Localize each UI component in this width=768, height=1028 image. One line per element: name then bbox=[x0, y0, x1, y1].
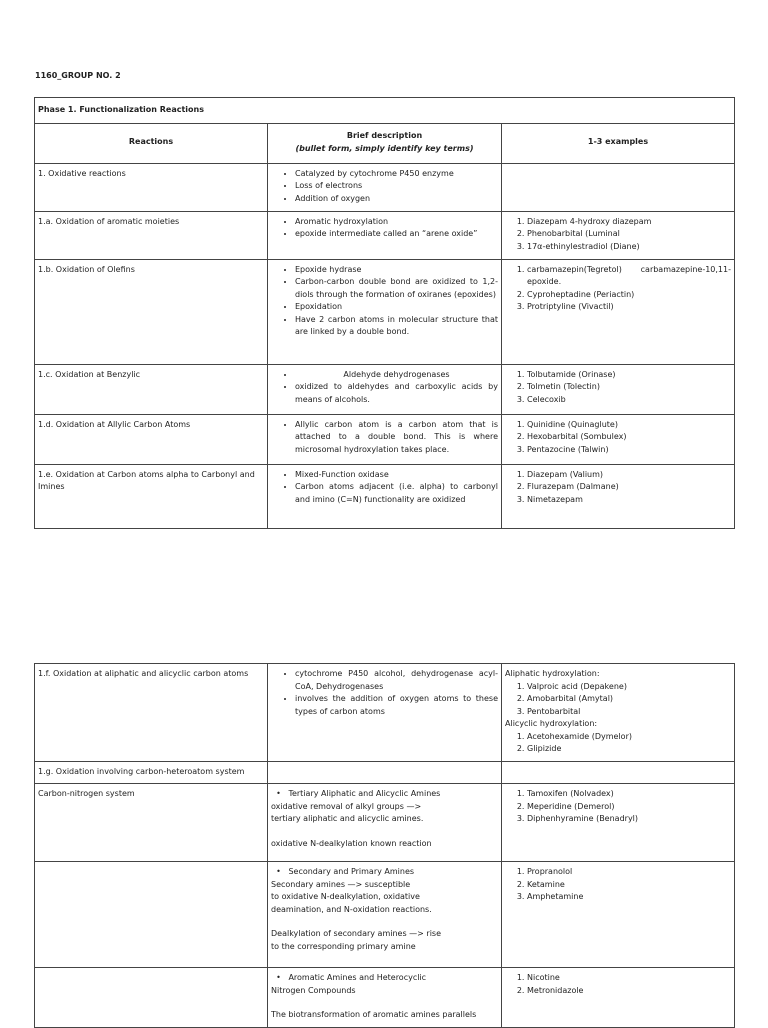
bullet-heading: • Secondary and Primary Amines bbox=[271, 867, 415, 876]
list-item: • Mixed-Function oxidase bbox=[295, 469, 498, 482]
list-item: 3. Amphetamine bbox=[527, 891, 731, 904]
reaction-cell bbox=[35, 968, 268, 1028]
examples-cell bbox=[502, 862, 735, 968]
list-item: 1. Nicotine bbox=[527, 972, 731, 985]
examples-cell bbox=[502, 664, 735, 762]
reaction-cell: 1.b. Oxidation of Olefins bbox=[35, 259, 268, 364]
aliphatic-label: Aliphatic hydroxylation: bbox=[505, 669, 600, 678]
text-line: oxidative removal of alkyl groups —> bbox=[271, 801, 422, 811]
list-item: 1. Quinidine (Quinaglute) bbox=[527, 419, 731, 432]
reaction-cell: 1.a. Oxidation of aromatic moieties bbox=[35, 211, 268, 259]
text-line: to the corresponding primary amine bbox=[271, 941, 416, 951]
list-item: • Epoxide hydrase bbox=[295, 264, 498, 277]
bullet-heading: • Tertiary Aliphatic and Alicyclic Amines bbox=[271, 789, 441, 798]
table-row bbox=[35, 163, 735, 211]
reaction-cell: 1.f. Oxidation at aliphatic and alicyclic carbon atoms bbox=[35, 664, 268, 762]
list-item: 2. Amobarbital (Amytal) bbox=[527, 693, 731, 706]
text-line: Dealkylation of secondary amines —> rise bbox=[271, 929, 442, 938]
table-row bbox=[35, 259, 735, 364]
list-item: 3. Pentobarbital bbox=[527, 706, 731, 719]
description-cell bbox=[268, 862, 502, 968]
list-item: 3. Pentazocine (Talwin) bbox=[527, 444, 731, 457]
header-brief-subtitle: (bullet form, simply identify key terms) bbox=[295, 143, 474, 153]
group-title: 1160_GROUP NO. 2 bbox=[35, 71, 121, 80]
table-row bbox=[35, 784, 735, 862]
table-row bbox=[35, 364, 735, 414]
text-line: to oxidative N-dealkylation, oxidative bbox=[271, 892, 420, 901]
text-line: The biotransformation of aromatic amines parallels bbox=[271, 1010, 477, 1019]
table-row bbox=[35, 968, 735, 1028]
phase-title: Phase 1. Functionalization Reactions bbox=[35, 98, 735, 124]
list-item: 2. Glipizide bbox=[527, 743, 731, 756]
header-examples bbox=[502, 123, 735, 163]
header-reactions bbox=[35, 123, 268, 163]
list-item: • Allylic carbon atom is a carbon atom that is attached to a double bond. This is where microsomal hydroxylation takes place. bbox=[295, 419, 498, 457]
table-row bbox=[35, 761, 735, 784]
bullet-heading-text: Tertiary Aliphatic and Alicyclic Amines bbox=[288, 789, 441, 798]
examples-cell bbox=[502, 364, 735, 414]
examples-cell bbox=[502, 784, 735, 862]
text-line: oxidative N-dealkylation known reaction bbox=[271, 838, 432, 848]
list-item: 3. 17α-ethinylestradiol (Diane) bbox=[527, 241, 731, 254]
description-cell bbox=[268, 664, 502, 762]
description-cell bbox=[268, 761, 502, 784]
reaction-cell: 1.g. Oxidation involving carbon-heteroatom system bbox=[35, 761, 268, 784]
list-item: • cytochrome P450 alcohol, dehydrogenase acyl-CoA, Dehydrogenases bbox=[295, 668, 498, 693]
list-item: 3. Protriptyline (Vivactil) bbox=[527, 301, 731, 314]
examples-cell bbox=[502, 211, 735, 259]
reaction-cell: 1. Oxidative reactions bbox=[35, 163, 268, 211]
bullet-heading-text: Secondary and Primary Amines bbox=[288, 867, 415, 876]
list-item: 3. Celecoxib bbox=[527, 394, 731, 407]
examples-cell bbox=[502, 761, 735, 784]
list-item: 2. Phenobarbital (Luminal bbox=[527, 228, 731, 241]
table-row bbox=[35, 464, 735, 528]
description-cell bbox=[268, 163, 502, 211]
reaction-cell: Carbon-nitrogen system bbox=[35, 784, 268, 862]
header-brief-title: Brief description bbox=[346, 131, 423, 140]
list-item: 3. Nimetazepam bbox=[527, 494, 731, 507]
list-item: 2. Metronidazole bbox=[527, 985, 731, 998]
header-brief bbox=[268, 123, 502, 163]
bullet-heading-text: Aromatic Amines and Heterocyclic bbox=[288, 973, 427, 982]
list-item: • Carbon atoms adjacent (i.e. alpha) to carbonyl and imino (C=N) functionality are oxidized bbox=[295, 481, 498, 506]
description-cell bbox=[268, 364, 502, 414]
examples-cell bbox=[502, 163, 735, 211]
header-reactions-label: Reactions bbox=[128, 137, 174, 147]
reaction-cell: 1.d. Oxidation at Allylic Carbon Atoms bbox=[35, 414, 268, 464]
list-item: • Loss of electrons bbox=[295, 180, 498, 193]
list-item: 3. Diphenhyramine (Benadryl) bbox=[527, 813, 731, 826]
description-cell bbox=[268, 968, 502, 1028]
table-row bbox=[35, 414, 735, 464]
list-item: 1. carbamazepin(Tegretol) carbamazepine-10,11-epoxide. bbox=[527, 264, 731, 289]
description-cell bbox=[268, 259, 502, 364]
list-item: 1. Valproic acid (Depakene) bbox=[527, 681, 731, 694]
text-line: Nitrogen Compounds bbox=[271, 985, 356, 995]
list-item: • Epoxidation bbox=[295, 301, 498, 314]
description-cell bbox=[268, 414, 502, 464]
list-item: 1. Diazepam 4-hydroxy diazepam bbox=[527, 216, 731, 229]
list-item: 2. Flurazepam (Dalmane) bbox=[527, 481, 731, 494]
list-item: 2. Ketamine bbox=[527, 879, 731, 892]
list-item: 1. Diazepam (Valium) bbox=[527, 469, 731, 482]
functionalization-table-continued bbox=[34, 663, 735, 1028]
table-row bbox=[35, 862, 735, 968]
description-cell bbox=[268, 211, 502, 259]
list-item: • Aldehyde dehydrogenases bbox=[295, 369, 498, 382]
table-row bbox=[35, 664, 735, 762]
examples-cell bbox=[502, 259, 735, 364]
header-examples-label: 1-3 examples bbox=[587, 137, 649, 147]
table-row bbox=[35, 211, 735, 259]
text-line: Secondary amines —> susceptible bbox=[271, 879, 411, 889]
list-item: 2. Tolmetin (Tolectin) bbox=[527, 381, 731, 394]
reaction-cell: 1.c. Oxidation at Benzylic bbox=[35, 364, 268, 414]
alicyclic-label: Alicyclic hydroxylation: bbox=[505, 719, 598, 728]
list-item: • Have 2 carbon atoms in molecular structure that are linked by a double bond. bbox=[295, 314, 498, 339]
list-item: 2. Cyproheptadine (Periactin) bbox=[527, 289, 731, 302]
reaction-cell bbox=[35, 862, 268, 968]
list-item: 1. Tolbutamide (Orinase) bbox=[527, 369, 731, 382]
list-item: 1. Tamoxifen (Nolvadex) bbox=[527, 788, 731, 801]
list-item: • oxidized to aldehydes and carboxylic acids by means of alcohols. bbox=[295, 381, 498, 406]
list-item: 2. Meperidine (Demerol) bbox=[527, 801, 731, 814]
list-item: • Catalyzed by cytochrome P450 enzyme bbox=[295, 168, 498, 181]
examples-cell bbox=[502, 414, 735, 464]
examples-cell bbox=[502, 464, 735, 528]
list-item: • Aromatic hydroxylation bbox=[295, 216, 498, 229]
list-item: • Carbon-carbon double bond are oxidized to 1,2-diols through the formation of oxiranes (epoxides) bbox=[295, 276, 498, 301]
list-item: 1. Acetohexamide (Dymelor) bbox=[527, 731, 731, 744]
list-item: • involves the addition of oxygen atoms to these types of carbon atoms bbox=[295, 693, 498, 718]
functionalization-table bbox=[34, 97, 735, 529]
examples-cell bbox=[502, 968, 735, 1028]
description-cell bbox=[268, 784, 502, 862]
bullet-heading: • Aromatic Amines and Heterocyclic bbox=[271, 973, 427, 982]
list-item: • Addition of oxygen bbox=[295, 193, 498, 206]
reaction-cell: 1.e. Oxidation at Carbon atoms alpha to Carbonyl and Imines bbox=[35, 464, 268, 528]
text-line: tertiary aliphatic and alicyclic amines. bbox=[271, 814, 424, 823]
list-item: 2. Hexobarbital (Sombulex) bbox=[527, 431, 731, 444]
text-line: deamination, and N-oxidation reactions. bbox=[271, 904, 432, 914]
list-item: • epoxide intermediate called an “arene oxide” bbox=[295, 228, 498, 241]
description-cell bbox=[268, 464, 502, 528]
list-item: 1. Propranolol bbox=[527, 866, 731, 879]
